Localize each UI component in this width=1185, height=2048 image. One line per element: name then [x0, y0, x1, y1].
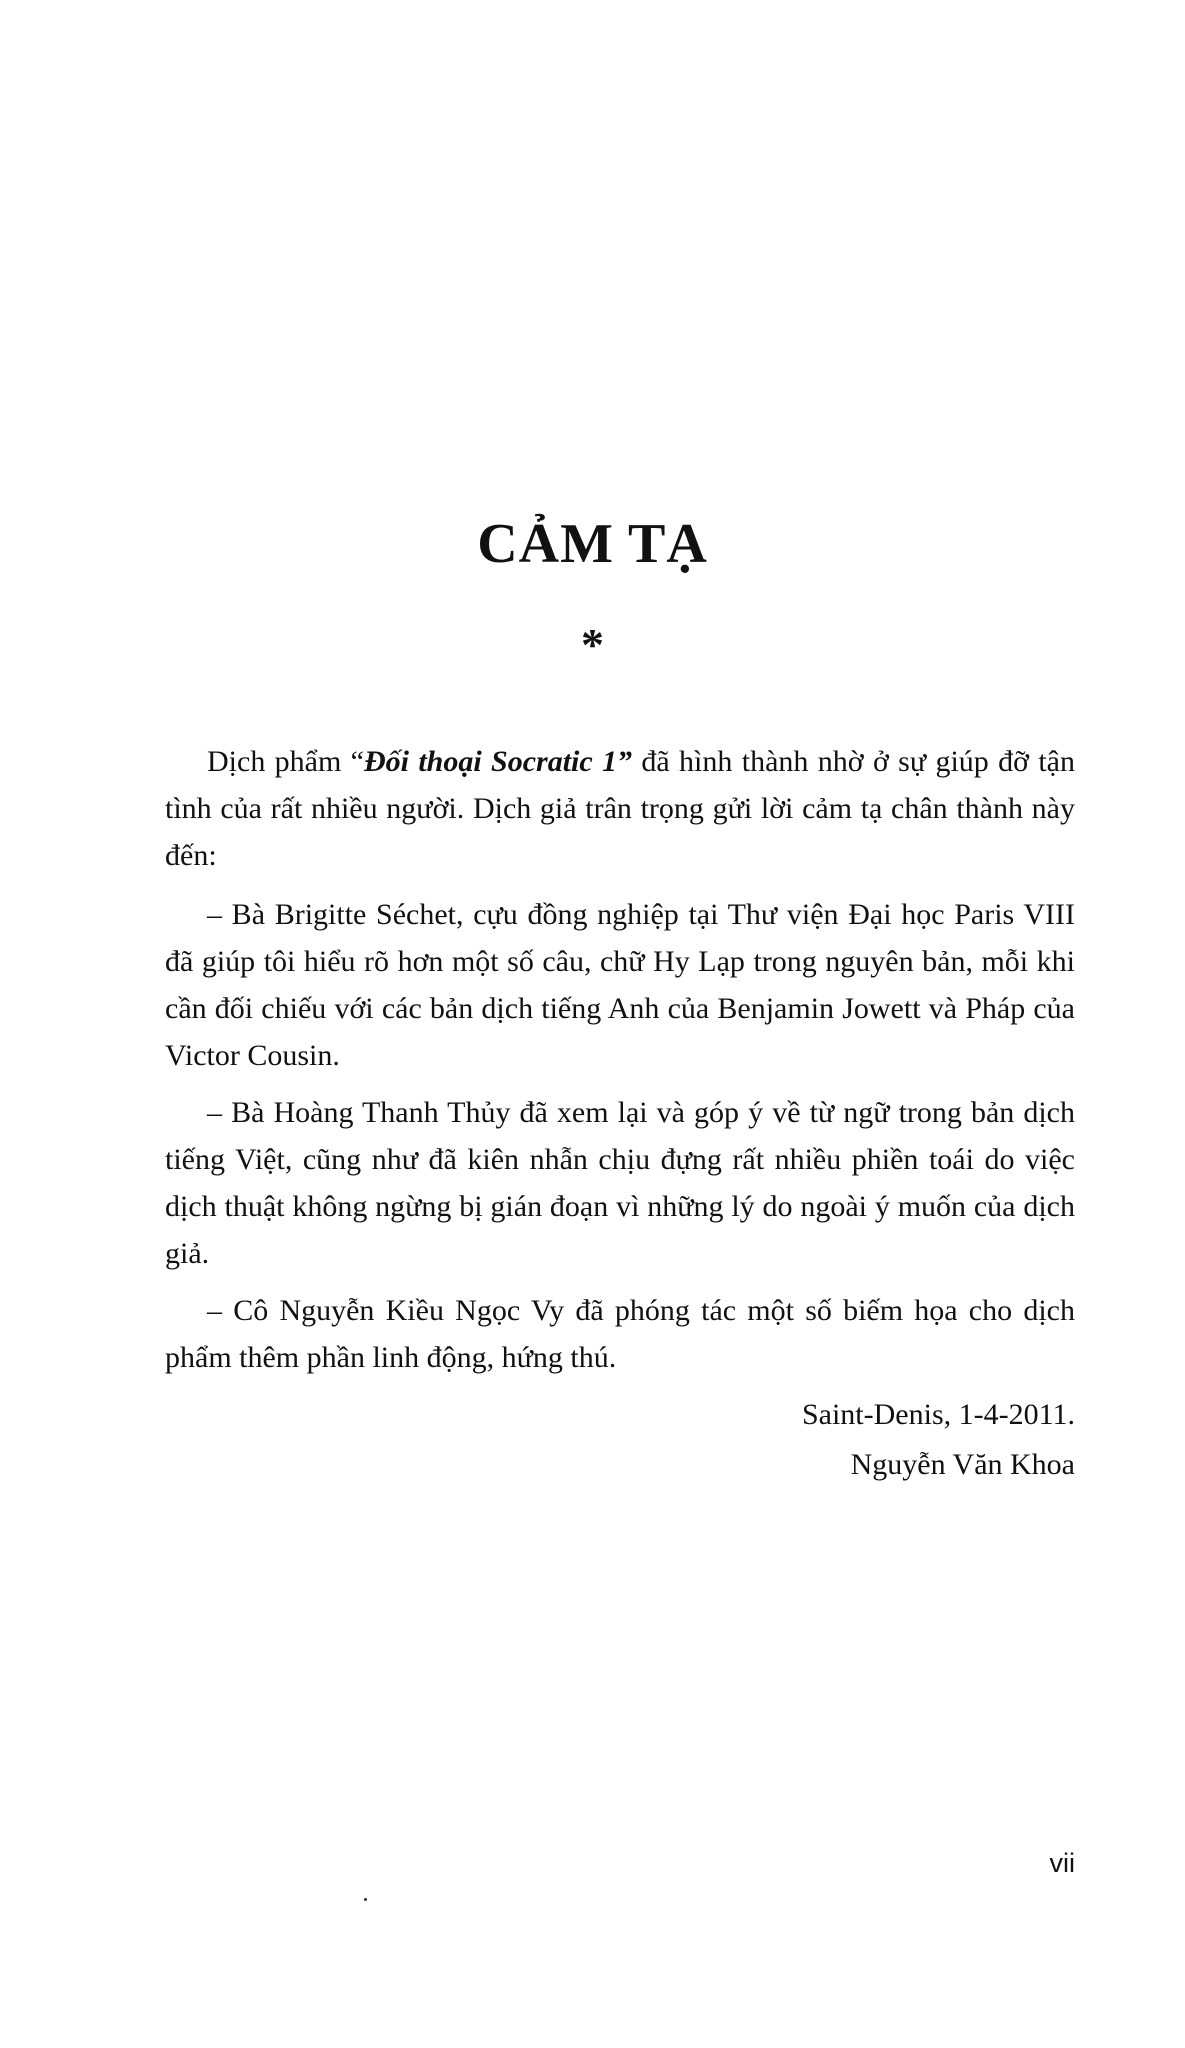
page-title: CẢM TẠ — [477, 513, 708, 575]
signature-block — [802, 1390, 1075, 1490]
asterisk-ornament: * — [581, 619, 604, 670]
intro-text-after: đã hình thành nhờ ở sự giúp đỡ tận tình của rất nhiều người. Dịch giả trân trọng gửi lời cảm tạ chân thành này đến: — [165, 745, 1075, 872]
author-name: Nguyễn Văn Khoa — [850, 1448, 1075, 1481]
acknowledgement-item-thuy: – Bà Hoàng Thanh Thủy đã xem lại và góp ý về từ ngữ trong bản dịch tiếng Việt, cũng như đã kiên nhẫn chịu đựng rất nhiều phiền toái do việc dịch thuật không ngừng bị gián đoạn vì những lý do ngoài ý muốn của dịch giả. — [165, 1096, 1075, 1270]
book-title: Đối thoại Socratic 1” — [363, 745, 633, 778]
acknowledgement-item-vy: – Cô Nguyễn Kiều Ngọc Vy đã phóng tác một số biếm họa cho dịch phẩm thêm phần linh động, hứng thú. — [165, 1294, 1075, 1374]
acknowledgement-body — [165, 738, 1075, 1391]
intro-text-before: Dịch phẩm “ — [207, 745, 364, 778]
page-number: vii — [1049, 1848, 1075, 1878]
acknowledgement-item-sechet: – Bà Brigitte Séchet, cựu đồng nghiệp tại Thư viện Đại học Paris VIII đã giúp tôi hiểu rõ hơn một số câu, chữ Hy Lạp trong nguyên bản, mỗi khi cần đối chiếu với các bản dịch tiếng Anh của Benjamin Jowett và Pháp của Victor Cousin. — [165, 898, 1075, 1072]
place-date: Saint-Denis, 1-4-2011. — [801, 1398, 1075, 1431]
intro-paragraph — [165, 738, 1075, 879]
scan-speck — [364, 1898, 367, 1901]
